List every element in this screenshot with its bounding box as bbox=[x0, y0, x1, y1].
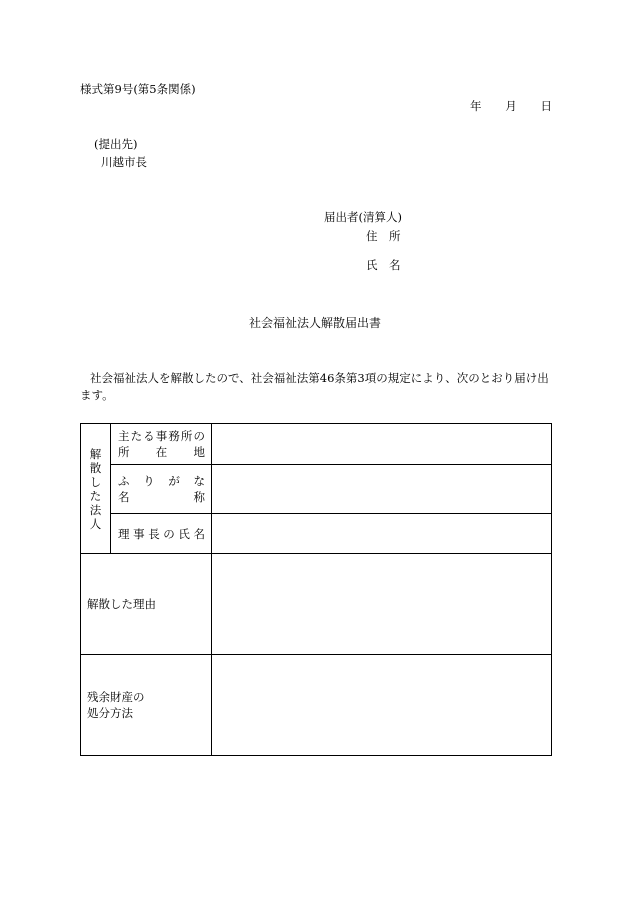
corporate-name-label bbox=[111, 465, 212, 514]
dissolved-corporation-header bbox=[81, 424, 111, 554]
furigana-label bbox=[118, 473, 205, 489]
name-char: 称 bbox=[193, 490, 205, 504]
document-title: 社会福祉法人解散届出書 bbox=[248, 316, 381, 330]
address-label: 住 所 bbox=[366, 229, 401, 243]
table-row-reason bbox=[81, 554, 552, 655]
office-label-line-1 bbox=[118, 428, 205, 444]
office-line-2-char: 所 bbox=[118, 445, 130, 459]
form-number: 様式第9号(第5条関係) bbox=[80, 82, 196, 96]
residual-assets-method-field[interactable] bbox=[212, 655, 552, 756]
office-line-1-char: 事 bbox=[155, 429, 168, 443]
assets-line-2-char: 法 bbox=[121, 706, 133, 720]
group-label-char: 散 bbox=[89, 460, 102, 475]
office-line-1-char: 務 bbox=[168, 429, 180, 443]
assets-line-2-char: 方 bbox=[110, 706, 122, 720]
chairman-name-field[interactable] bbox=[212, 514, 552, 554]
office-address-field[interactable] bbox=[212, 424, 552, 465]
reason-char: 理 bbox=[133, 597, 145, 611]
furigana-char: ふ bbox=[118, 474, 130, 488]
date-year-label: 年 bbox=[470, 99, 482, 113]
body-line-1: 社会福祉法人を解散したので、社会福祉法第46条第3項の規定により、次のとおり届け出 bbox=[90, 371, 549, 385]
dissolved-corporation-label bbox=[81, 447, 110, 531]
office-line-2-char: 在 bbox=[155, 445, 168, 459]
reason-char: 解 bbox=[87, 597, 99, 611]
reason-char: し bbox=[110, 597, 122, 611]
group-label-char: 法 bbox=[89, 502, 102, 517]
assets-line-1-char: の bbox=[133, 690, 145, 704]
table-row-assets bbox=[81, 655, 552, 756]
office-line-2-char: 地 bbox=[193, 445, 205, 459]
office-line-1-char: 所 bbox=[180, 429, 193, 443]
chairman-char: 事 bbox=[133, 526, 145, 541]
chairman-char: 長 bbox=[148, 526, 160, 541]
chairman-char: 名 bbox=[193, 526, 205, 541]
applicant-title: 届出者(清算人) bbox=[324, 210, 402, 224]
chairman-char: の bbox=[163, 526, 175, 541]
date-month-label: 月 bbox=[505, 99, 517, 113]
dissolution-reason-field[interactable] bbox=[212, 554, 552, 655]
table-row-office bbox=[81, 424, 552, 465]
group-label-char: 人 bbox=[89, 516, 102, 531]
dissolution-form-table bbox=[80, 423, 552, 756]
chairman-name-label bbox=[111, 514, 212, 554]
assets-line-1-char: 財 bbox=[110, 690, 122, 704]
office-line-1-char: の bbox=[193, 429, 205, 443]
group-label-char: た bbox=[89, 488, 102, 503]
name-label: 氏 名 bbox=[366, 258, 401, 272]
assets-line-2-char: 分 bbox=[98, 706, 110, 720]
name-char: 名 bbox=[118, 490, 130, 504]
chairman-label-text bbox=[118, 526, 205, 542]
recipient-name: 川越市長 bbox=[101, 155, 147, 169]
furigana-char: り bbox=[143, 474, 155, 488]
date-line bbox=[470, 101, 552, 113]
office-label-line-2 bbox=[118, 444, 205, 460]
assets-line-1-char: 残 bbox=[87, 690, 99, 704]
assets-line-1-char: 余 bbox=[98, 690, 110, 704]
assets-label-line-2 bbox=[87, 705, 205, 721]
recipient-label: (提出先) bbox=[94, 137, 138, 151]
residual-assets-label bbox=[81, 655, 212, 756]
office-address-label bbox=[111, 424, 212, 465]
dissolution-reason-label bbox=[81, 554, 212, 655]
assets-label-line-1 bbox=[87, 689, 205, 705]
name-label-line bbox=[118, 489, 205, 505]
furigana-char: な bbox=[193, 474, 205, 488]
group-label-char: し bbox=[89, 474, 102, 489]
office-line-1-char: 主 bbox=[118, 429, 130, 443]
furigana-char: が bbox=[168, 474, 180, 488]
body-line-2: ます。 bbox=[80, 388, 114, 402]
reason-char: 散 bbox=[98, 597, 110, 611]
reason-char: た bbox=[121, 597, 133, 611]
chairman-char: 理 bbox=[118, 526, 130, 541]
office-line-1-char: る bbox=[143, 429, 155, 443]
assets-line-1-char: 産 bbox=[121, 690, 133, 704]
corporate-name-field[interactable] bbox=[212, 465, 552, 514]
date-day-label: 日 bbox=[540, 99, 552, 113]
reason-label-text bbox=[87, 596, 205, 612]
office-line-1-char: た bbox=[130, 429, 143, 443]
group-label-char: 解 bbox=[89, 446, 102, 461]
reason-char: 由 bbox=[144, 597, 156, 611]
assets-line-2-char: 処 bbox=[87, 706, 99, 720]
chairman-char: 氏 bbox=[178, 526, 190, 541]
table-row-chairman bbox=[81, 514, 552, 554]
table-row-corporate-name bbox=[81, 465, 552, 514]
